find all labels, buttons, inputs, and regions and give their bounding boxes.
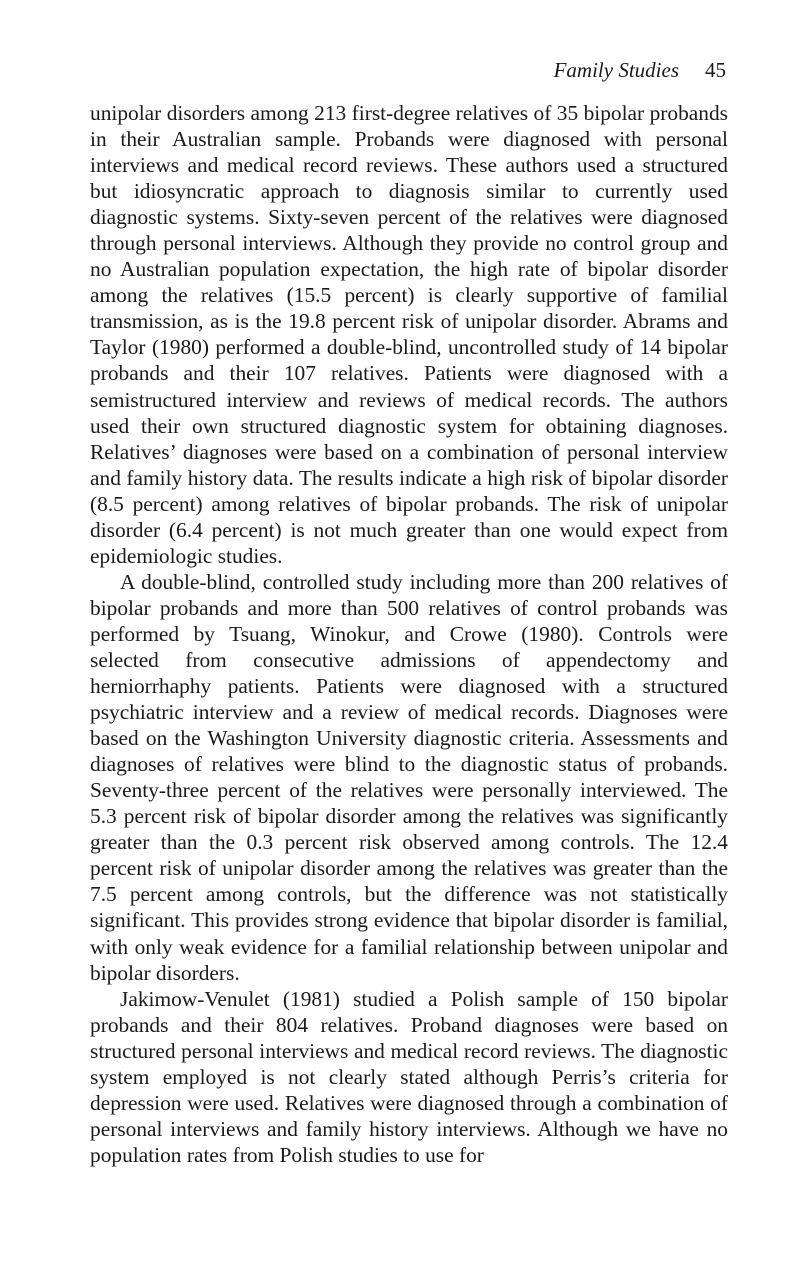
page-number: 45 <box>705 58 726 82</box>
paragraph-3: Jakimow-Venulet (1981) studied a Polish sample of 150 bipolar probands and their 804 relatives. Proband diagnoses were based on structured personal interviews and medical record reviews. The diagnostic system employed is not clearly stated although Perris’s criteria for depression were used. Relatives were diagnosed through a combination of personal interviews and family history interviews. Although we have no population rates from Polish studies to use for <box>90 986 728 1167</box>
running-title: Family Studies <box>553 58 679 82</box>
paragraph-1: unipolar disorders among 213 first-degree relatives of 35 bipolar probands in their Australian sample. Probands were diagnosed with personal interviews and medical record reviews. These authors used a structured but idiosyncratic approach to diagnosis similar to currently used diagnostic systems. Sixty-seven percent of the relatives were diagnosed through personal interviews. Although they provide no control group and no Australian population expectation, the high rate of bipolar disorder among the relatives (15.5 percent) is clearly supportive of familial transmission, as is the 19.8 percent risk of unipolar disorder. Abrams and Taylor (1980) performed a double-blind, uncontrolled study of 14 bipolar probands and their 107 relatives. Patients were diagnosed with a semistructured interview and reviews of medical records. The authors used their own structured diagnostic system for obtaining diagnoses. Relatives’ diagnoses were based on a combination of personal interview and family history data. The results indicate a high risk of bipolar disorder (8.5 percent) among relatives of bipolar probands. The risk of unipolar disorder (6.4 percent) is not much greater than one would expect from epidemiologic studies. <box>90 101 728 568</box>
paragraph-2: A double-blind, controlled study including more than 200 relatives of bipolar probands and more than 500 relatives of control probands was performed by Tsuang, Winokur, and Crowe (1980). Controls were selected from consecutive admissions of appendectomy and herniorrhaphy patients. Patients were diagnosed with a structured psychiatric interview and a review of medical records. Diagnoses were based on the Washington University diagnostic criteria. Assessments and diagnoses of relatives were blind to the diagnostic status of probands. Seventy-three percent of the relatives were personally interviewed. The 5.3 percent risk of bipolar disorder among the relatives was significantly greater than the 0.3 percent risk observed among controls. The 12.4 percent risk of unipolar disorder among the relatives was greater than the 7.5 percent among controls, but the difference was not statistically significant. This provides strong evidence that bipolar disorder is familial, with only weak evidence for a familial relationship between unipolar and bipolar disorders. <box>90 569 728 985</box>
running-head <box>554 56 726 84</box>
body-text <box>90 100 728 1168</box>
